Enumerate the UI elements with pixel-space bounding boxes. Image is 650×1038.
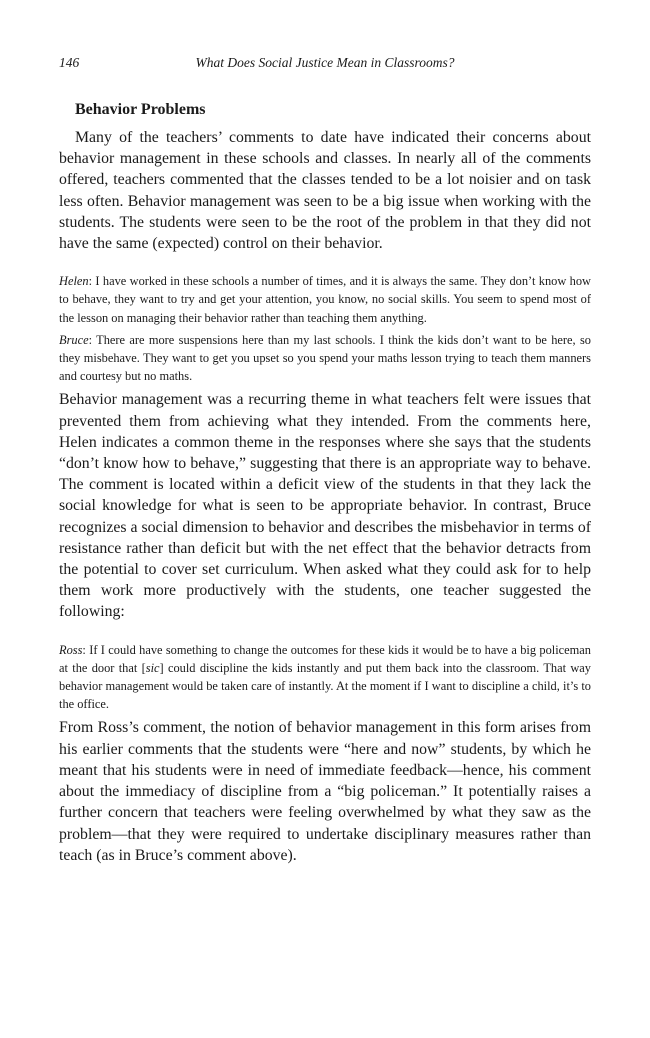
book-page	[59, 54, 591, 866]
quote-text: : There are more suspensions here than my last schools. I think the kids don’t want to be here, so they misbehave. They want to get you upset so you spend your maths lesson trying to teach them manners and courtesy but no maths.	[59, 332, 591, 384]
quote-text: ] could discipline the kids instantly and put them back into the classroom. That way behavior management would be taken care of instantly. At the moment if I want to discipline a child, it’s to the office.	[59, 660, 592, 712]
quote-speaker: Helen	[59, 274, 89, 289]
quote-paragraph	[59, 641, 591, 714]
running-head	[59, 54, 591, 76]
body-paragraph: Behavior management was a recurring theme in what teachers felt were issues that prevented them from achieving what they intended. From the comments here, Helen indicates a common theme in the responses where she says that the students “don’t know how to behave,” suggesting that there is an appropriate way to behave. The comment is located within a deficit view of the students in that they lack the social knowledge for what is seen to be appropriate behavior. In contrast, Bruce recognizes a social dimension to behavior and describes the misbehavior in terms of resistance rather than deficit but with the net effect that the behavior detracts from the potential to cover set curriculum. When asked what they could ask for to help them work more productively with the students, one teacher suggested the following:	[59, 391, 591, 621]
body-paragraph: Many of the teachers’ comments to date have indicated their concerns about behavior management in these schools and classes. In nearly all of the comments offered, teachers commented that the classes tended to be a lot noisier and on task less often. Behavior management was seen to be a big issue when working with the students. The students were seen to be the root of the problem in that they did not have the same (expected) control on their behavior.	[59, 129, 591, 253]
quote-paragraph	[59, 331, 591, 386]
sic-marker: sic	[145, 660, 160, 675]
quote-block	[59, 272, 591, 385]
running-title: What Does Social Justice Mean in Classrooms?	[195, 55, 455, 70]
section-heading: Behavior Problems	[75, 101, 206, 118]
body-paragraph: From Ross’s comment, the notion of behavior management in this form arises from his earlier comments that the students were “here and now” students, by which he meant that his students were in need of immediate feedback—hence, his comment about the immediacy of discipline from a “big policeman.” It potentially raises a further concern that teachers were feeling overwhelmed by what they saw as the problem—that they were required to undertake disciplinary measures rather than teach (as in Bruce’s comment above).	[59, 719, 591, 864]
quote-paragraph	[59, 272, 591, 327]
quote-speaker: Bruce	[59, 332, 89, 347]
page-number: 146	[59, 55, 80, 70]
quote-speaker: Ross	[59, 642, 83, 657]
quote-text: : I have worked in these schools a number of times, and it is always the same. They don’t know how to behave, they want to try and get your attention, you know, no social skills. You seem to spend most of the lesson on managing their behavior rather than teaching them anything.	[59, 274, 591, 325]
quote-text: : If I could have something to change the outcomes for these kids it would be to have a big policeman at the door that [	[59, 642, 591, 675]
quote-block	[59, 641, 591, 714]
